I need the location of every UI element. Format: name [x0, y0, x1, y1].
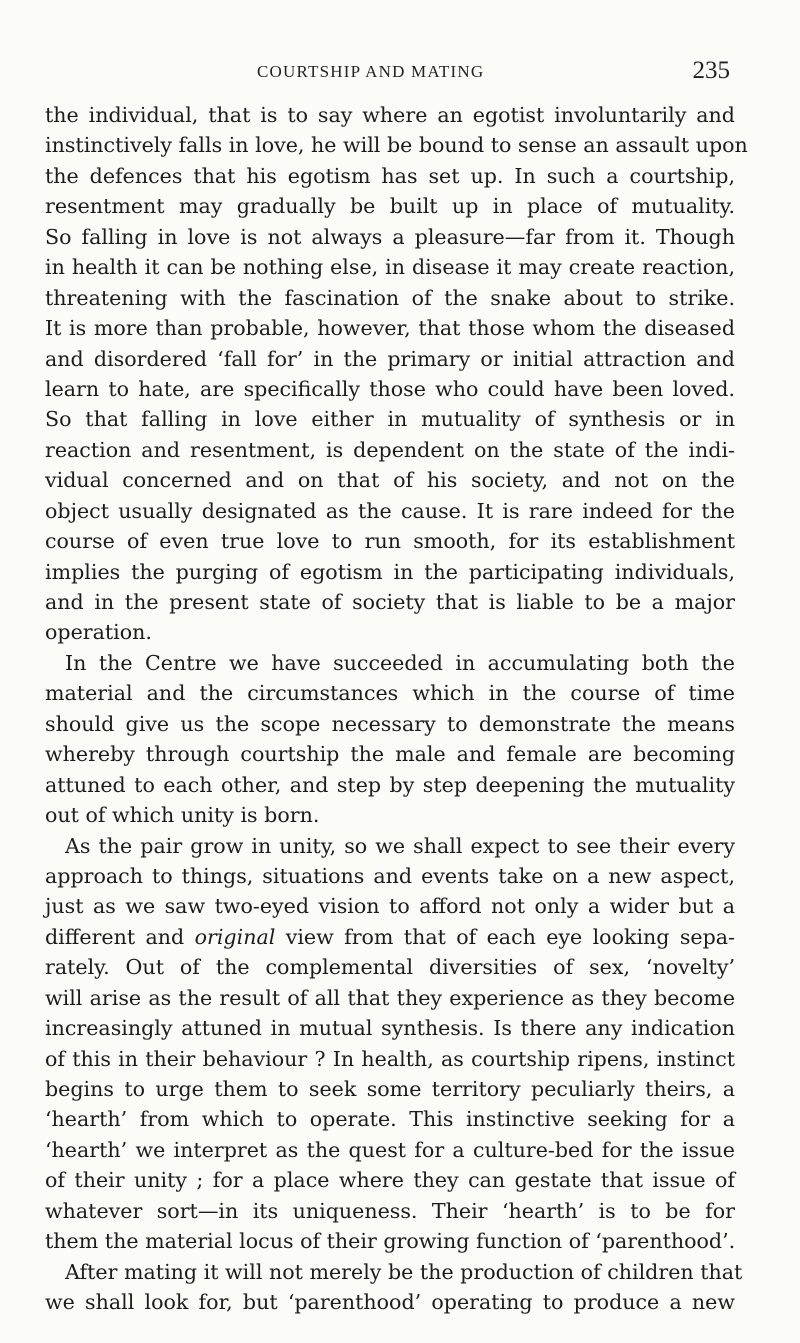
text-line: resentment may gradually be built up in place of mutuality.	[45, 194, 735, 219]
text-segment: view from that of each eye looking sepa-	[285, 924, 736, 949]
text-line: ‘hearth’ we interpret as the quest for a culture-bed for the issue	[45, 1137, 735, 1162]
text-line: whatever sort—in its uniqueness. Their ‘hearth’ is to be for	[45, 1198, 735, 1223]
text-line: course of even true love to run smooth, for its establishment	[45, 529, 735, 554]
text-line: out of which unity is born.	[45, 803, 320, 828]
text-line: So that falling in love either in mutuality of synthesis or in	[45, 407, 735, 432]
text-line: we shall look for, but ‘parenthood’ operating to produce a new	[45, 1290, 735, 1315]
text-line: and disordered ‘fall for’ in the primary or initial attraction and	[45, 346, 735, 371]
text-line-with-italic	[45, 922, 735, 952]
text-line: will arise as the result of all that they experience as they become	[45, 985, 735, 1010]
text-line: them the material locus of their growing function of ‘parenthood’.	[45, 1229, 736, 1254]
text-line: approach to things, situations and events take on a new aspect,	[45, 863, 735, 888]
text-line: the defences that his egotism has set up. In such a courtship,	[45, 163, 735, 188]
text-line: After mating it will not merely be the production of children that	[65, 1259, 743, 1284]
text-line: reaction and resentment, is dependent on the state of the indi-	[45, 437, 735, 462]
text-line: whereby through courtship the male and female are becoming	[45, 742, 735, 767]
text-line: implies the purging of egotism in the participating individuals,	[45, 559, 735, 584]
text-line: It is more than probable, however, that those whom the diseased	[45, 316, 735, 341]
text-line: rately. Out of the complemental diversities of sex, ‘novelty’	[45, 955, 735, 980]
text-line: learn to hate, are specifically those who could have been loved.	[45, 376, 735, 401]
text-line: attuned to each other, and step by step deepening the mutuality	[45, 772, 735, 797]
text-line: As the pair grow in unity, so we shall expect to see their every	[65, 833, 735, 858]
text-line: of their unity ; for a place where they can gestate that issue of	[45, 1168, 735, 1193]
text-segment: different and	[45, 924, 185, 949]
text-line: in health it can be nothing else, in disease it may create reaction,	[45, 255, 735, 280]
text-line: of this in their behaviour ? In health, as courtship ripens, instinct	[45, 1046, 735, 1071]
text-line: material and the circumstances which in the course of time	[45, 681, 735, 706]
text-line: ‘hearth’ from which to operate. This instinctive seeking for a	[45, 1107, 735, 1132]
text-line: So falling in love is not always a pleasure—far from it. Though	[45, 224, 735, 249]
text-line: object usually designated as the cause. It is rare indeed for the	[45, 498, 735, 523]
text-line: instinctively falls in love, he will be bound to sense an assault upon	[45, 133, 748, 158]
text-line: the individual, that is to say where an egotist involuntarily and	[45, 103, 735, 127]
text-line: and in the present state of society that is liable to be a major	[45, 590, 735, 614]
text-line: increasingly attuned in mutual synthesis. Is there any indication	[45, 1016, 735, 1041]
text-line: just as we saw two-eyed vision to afford not only a wider but a	[45, 894, 735, 919]
text-line: begins to urge them to seek some territory peculiarly theirs, a	[45, 1077, 735, 1101]
page-number: 235	[692, 57, 730, 84]
text-line: In the Centre we have succeeded in accumulating both the	[65, 650, 735, 675]
text-line: threatening with the fascination of the snake about to strike.	[45, 285, 735, 310]
text-line: operation.	[45, 620, 152, 645]
text-line: vidual concerned and on that of his society, and not on the	[45, 468, 735, 493]
running-title: COURTSHIP AND MATING	[257, 62, 485, 81]
text-line: should give us the scope necessary to demonstrate the means	[45, 711, 735, 736]
body-text	[45, 100, 748, 1318]
italic-word: original	[194, 924, 276, 949]
